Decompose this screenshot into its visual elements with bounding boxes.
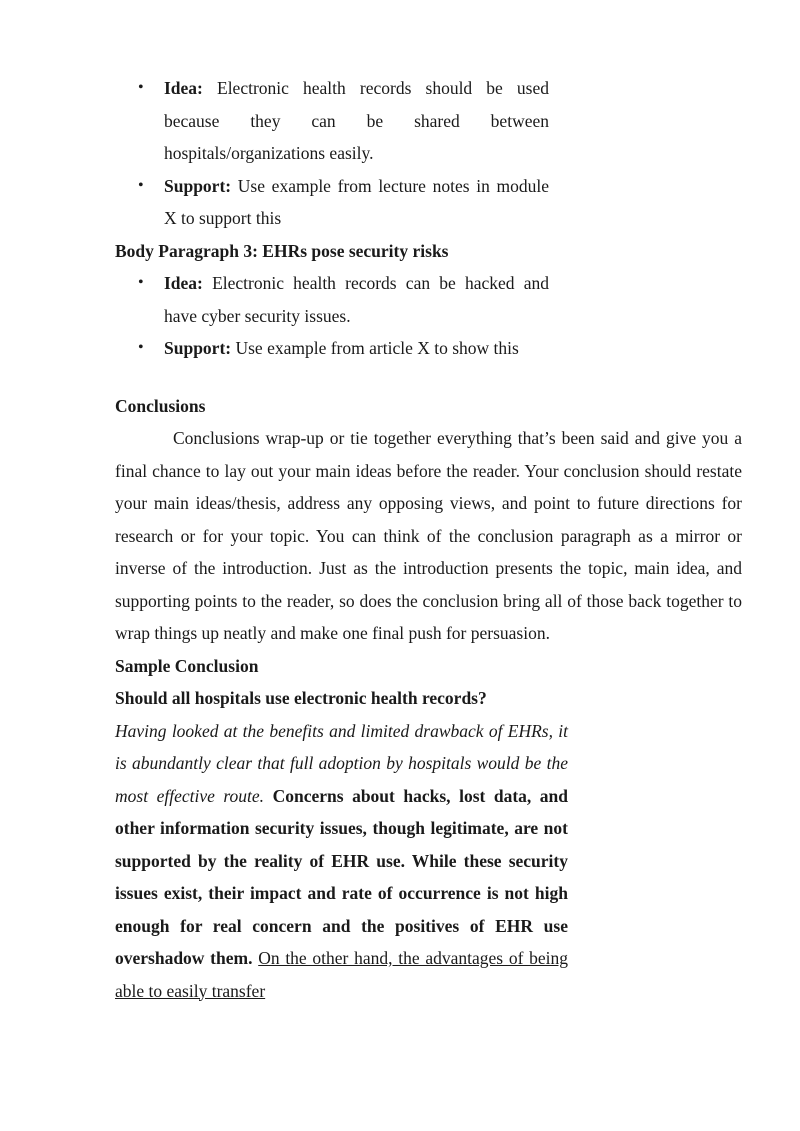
bp3-support-item [164,332,549,365]
sample-conclusion-heading: Sample Conclusion [115,655,259,676]
bp3-bullet-list [115,267,549,365]
bp2-bullet-list [115,72,549,235]
bp2-idea-text: Electronic health records should be used because they can be shared between hospitals/organizations easily. [164,78,549,163]
sample-question: Should all hospitals use electronic health records? [115,688,487,708]
bp3-idea-item [164,267,549,332]
bp2-support-label: Support: [164,175,232,196]
sample-conclusion-paragraph [115,715,568,1008]
bp2-idea-label: Idea: [164,78,203,98]
section-spacer [115,365,742,390]
bp2-support-text: Use example from lecture notes in module X to support this [164,175,549,228]
conclusions-paragraph: Conclusions wrap-up or tie together everything that’s been said and give you a final chance to lay out your main ideas before the reader. Your conclusion should restate your main ideas/thesis, address any opposing views, and point to future directions for research or for your topic. You can think of the conclusion paragraph as a mirror or inverse of the introduction. Just as the introduction presents the topic, main idea, and supporting points to the reader, so does the conclusion bring all of those back together to wrap things up neatly and make one final push for persuasion. [115,428,742,643]
bp2-support-item [164,170,549,235]
sample-underlined-text: On the other hand, the advantages of being able to easily transfer [115,948,569,1001]
bp3-heading: Body Paragraph 3: EHRs pose security risks [115,240,449,261]
bp2-idea-item [164,72,549,170]
sample-italic-text: Having looked at the benefits and limited drawback of EHRs, it is abundantly clear that full adoption by hospitals would be the most effective route. [115,720,568,806]
sample-bold-text: Concerns about hacks, lost data, and other information security issues, though legitimate, are not supported by the reality of EHR use. While these security issues exist, their impact and rate of occurrence is not high enough for real concern and the positives of EHR use overshadow them. [115,785,569,968]
bp3-support-text: Use example from article X to show this [231,338,519,358]
bp3-idea-label: Idea: [164,273,203,293]
page-content [115,72,742,1007]
conclusions-heading: Conclusions [115,395,206,416]
bp3-support-label: Support: [164,338,232,358]
bp3-idea-text: Electronic health records can be hacked and have cyber security issues. [164,273,549,326]
